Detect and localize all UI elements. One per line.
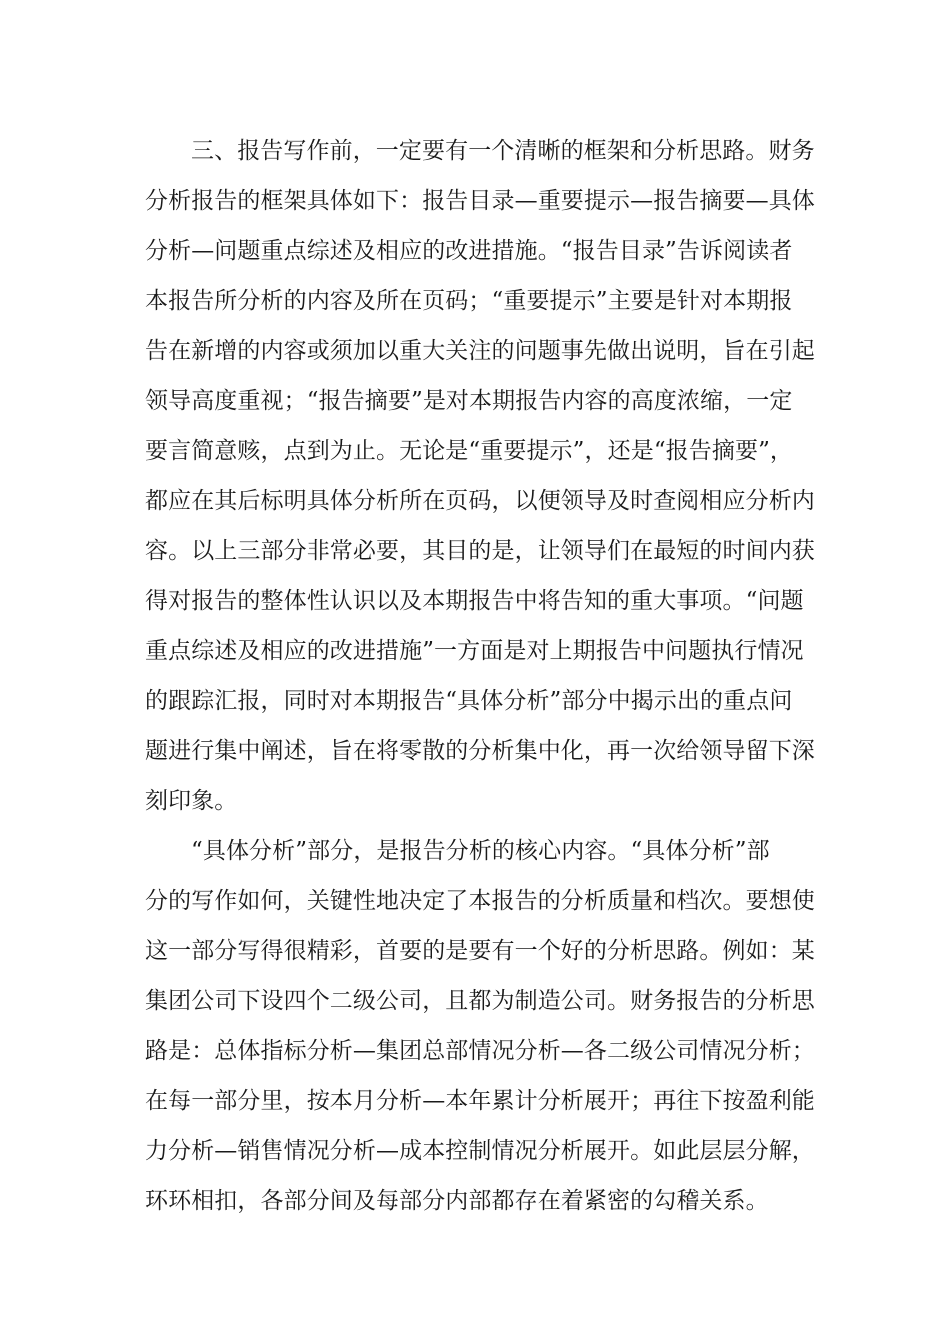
- paragraph-line: 分析—问题重点综述及相应的改进措施。“报告目录”告诉阅读者: [145, 238, 793, 264]
- paragraph-line: 在每一部分里，按本月分析—本年累计分析展开；再往下按盈利能: [145, 1088, 815, 1114]
- paragraph-line: “具体分析”部分，是报告分析的核心内容。“具体分析”部: [191, 838, 770, 864]
- paragraph-line: 都应在其后标明具体分析所在页码，以便领导及时查阅相应分析内: [145, 488, 815, 514]
- paragraph-line: 容。以上三部分非常必要，其目的是，让领导们在最短的时间内获: [145, 538, 815, 564]
- paragraph-line: 得对报告的整体性认识以及本期报告中将告知的重大事项。“问题: [145, 588, 804, 614]
- paragraph-line: 题进行集中阐述，旨在将零散的分析集中化，再一次给领导留下深: [145, 738, 815, 764]
- paragraph-line: 要言简意赅，点到为止。无论是“重要提示”，还是“报告摘要”，: [145, 438, 794, 464]
- paragraph-line: 领导高度重视；“报告摘要”是对本期报告内容的高度浓缩，一定: [145, 388, 793, 414]
- paragraph-line: 分的写作如何，关键性地决定了本报告的分析质量和档次。要想使: [145, 888, 815, 914]
- paragraph-line: 环环相扣，各部分间及每部分内部都存在着紧密的勾稽关系。: [145, 1188, 769, 1214]
- paragraph-line: 重点综述及相应的改进措施”一方面是对上期报告中问题执行情况: [145, 638, 804, 664]
- paragraph-line: 路是：总体指标分析—集团总部情况分析—各二级公司情况分析；: [145, 1038, 815, 1064]
- paragraph-line: 本报告所分析的内容及所在页码；“重要提示”主要是针对本期报: [145, 288, 793, 314]
- paragraph-line: 集团公司下设四个二级公司，且都为制造公司。财务报告的分析思: [145, 988, 815, 1014]
- paragraph-line: 力分析—销售情况分析—成本控制情况分析展开。如此层层分解，: [145, 1138, 815, 1164]
- paragraph-line: 分析报告的框架具体如下：报告目录—重要提示—报告摘要—具体: [145, 188, 815, 214]
- paragraph-line: 的跟踪汇报，同时对本期报告“具体分析”部分中揭示出的重点问: [145, 688, 793, 714]
- paragraph-line: 刻印象。: [145, 788, 238, 814]
- paragraph-line: 告在新增的内容或须加以重大关注的问题事先做出说明，旨在引起: [145, 338, 815, 364]
- paragraph-line: 这一部分写得很精彩，首要的是要有一个好的分析思路。例如：某: [145, 938, 815, 964]
- paragraph-line: 三、报告写作前，一定要有一个清晰的框架和分析思路。财务: [191, 138, 815, 164]
